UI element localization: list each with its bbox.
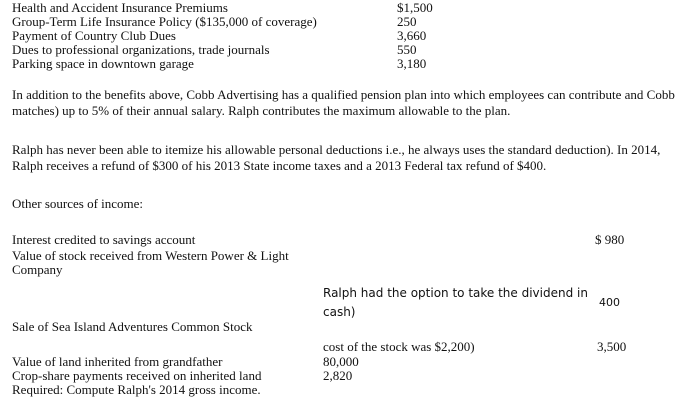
- other-income-heading: Other sources of income:: [12, 196, 144, 211]
- benefit-amount: 550: [397, 42, 417, 57]
- deductions-paragraph: Ralph has never been able to itemize his allowable personal deductions i.e., he always uses the standard deduction). In 2014, Ralph receives a refund of $300 of his 2013 State income taxes and a 2013 Federal tax refund of $400.: [12, 142, 661, 173]
- stock-amount: 400: [599, 296, 620, 309]
- crop-value: 2,820: [323, 368, 353, 383]
- benefit-label: Dues to professional organizations, trade journals: [12, 42, 270, 57]
- benefit-amount: $1,500: [397, 0, 433, 15]
- stock-note-cont: cash): [323, 305, 356, 319]
- sale-amount: 3,500: [597, 339, 627, 354]
- benefit-label: Group-Term Life Insurance Policy ($135,000 of coverage): [12, 14, 317, 29]
- stock-label-cont: Company: [12, 262, 63, 277]
- sale-note: cost of the stock was $2,200): [323, 339, 475, 354]
- land-value: 80,000: [323, 354, 359, 369]
- benefit-row: [12, 29, 472, 43]
- benefit-amount: 3,180: [397, 56, 427, 71]
- stock-note: Ralph had the option to take the dividend in: [323, 286, 588, 300]
- stock-label: Value of stock received from Western Power & Light: [12, 248, 289, 263]
- benefit-row: [12, 43, 472, 57]
- benefit-amount: 250: [397, 14, 417, 29]
- pension-paragraph: In addition to the benefits above, Cobb Advertising has a qualified pension plan into which employees can contribute and Cobb matches) up to 5% of their annual salary. Ralph contributes the maximum allowable to the plan.: [12, 87, 675, 118]
- land-label: Value of land inherited from grandfather: [12, 354, 223, 369]
- benefit-amount: 3,660: [397, 28, 427, 43]
- sale-label: Sale of Sea Island Adventures Common Stock: [12, 319, 253, 334]
- benefit-label: Parking space in downtown garage: [12, 56, 194, 71]
- required-instruction: Required: Compute Ralph's 2014 gross income.: [12, 382, 261, 397]
- crop-label: Crop-share payments received on inherited land: [12, 368, 262, 383]
- benefit-row: [12, 57, 472, 71]
- interest-amount: $ 980: [595, 232, 625, 247]
- benefit-row: [12, 15, 472, 29]
- benefit-row: [12, 1, 472, 15]
- interest-label: Interest credited to savings account: [12, 232, 196, 247]
- benefit-label: Health and Accident Insurance Premiums: [12, 0, 228, 15]
- benefit-label: Payment of Country Club Dues: [12, 28, 176, 43]
